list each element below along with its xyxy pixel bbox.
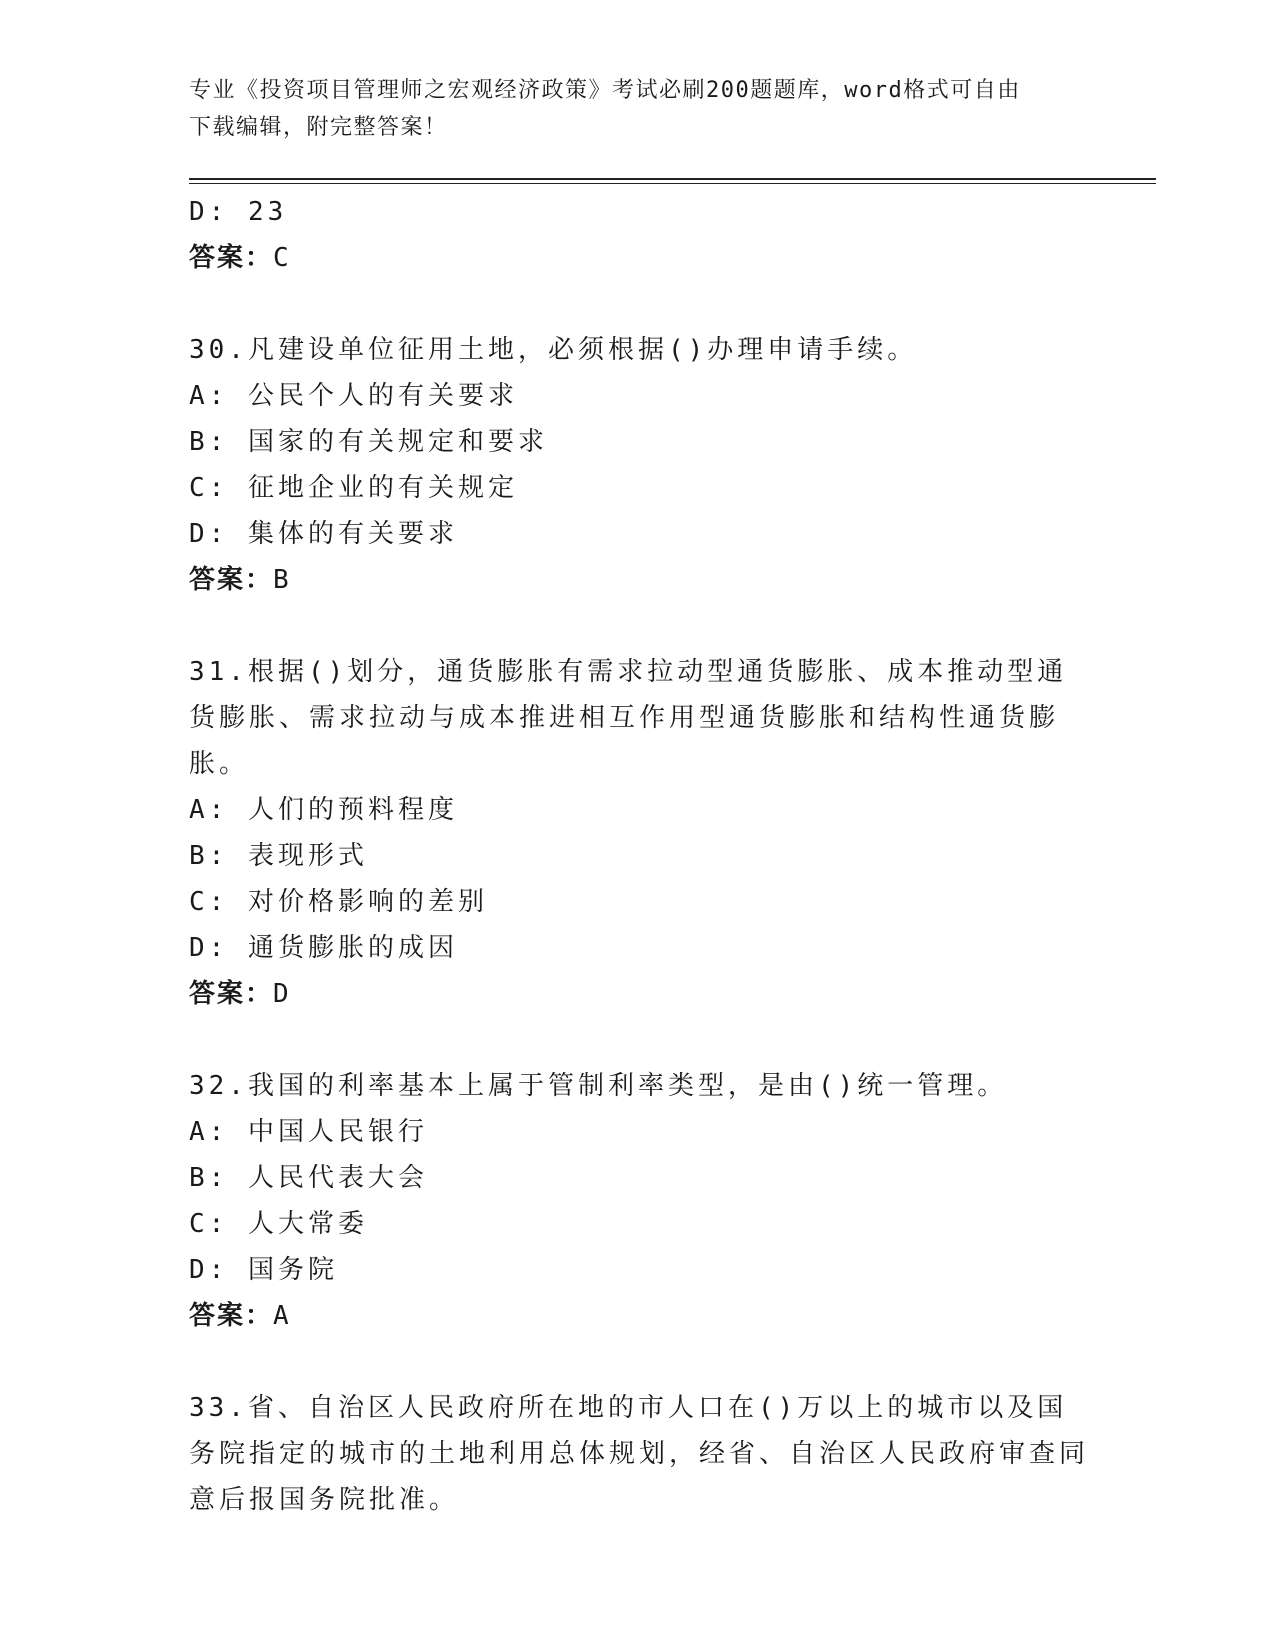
option-d: D: 通货膨胀的成因: [189, 933, 458, 963]
option-d: D: 23: [189, 197, 288, 227]
question-text: 31.根据()划分，通货膨胀有需求拉动型通货膨胀、成本推动型通货膨胀、需求拉动与成本推进相互作用型通货膨胀和结构性通货膨胀。: [189, 657, 1068, 779]
question-31: [189, 649, 1089, 1017]
option-c: C: 对价格影响的差别: [189, 887, 488, 917]
answer-value: C: [273, 243, 291, 273]
answer-value: B: [273, 565, 291, 595]
answer-line: [189, 971, 1089, 1017]
option-d: D: 集体的有关要求: [189, 519, 458, 549]
question-32: [189, 1063, 1089, 1339]
answer-value: A: [273, 1301, 291, 1331]
question-30: [189, 327, 1089, 603]
answer-label: 答案：: [189, 565, 274, 595]
option-c: C: 征地企业的有关规定: [189, 473, 518, 503]
question-text: 30.凡建设单位征用土地，必须根据()办理申请手续。: [189, 335, 918, 365]
option-a: A: 中国人民银行: [189, 1117, 428, 1147]
question-33: [189, 1385, 1089, 1523]
answer-label: 答案：: [189, 1301, 274, 1331]
answer-line: [189, 557, 1089, 603]
option-c: C: 人大常委: [189, 1209, 368, 1239]
option-a: A: 公民个人的有关要求: [189, 381, 518, 411]
header-rule-thin: [189, 183, 1156, 184]
carry-over-block: [189, 189, 1089, 281]
answer-label: 答案：: [189, 979, 274, 1009]
answer-line: [189, 1293, 1089, 1339]
header-line-2: 下载编辑，附完整答案！: [189, 115, 448, 140]
option-b: B: 人民代表大会: [189, 1163, 428, 1193]
page-header: [189, 72, 1089, 146]
option-d: D: 国务院: [189, 1255, 338, 1285]
option-b: B: 表现形式: [189, 841, 368, 871]
question-text: 32.我国的利率基本上属于管制利率类型，是由()统一管理。: [189, 1071, 1008, 1101]
option-a: A: 人们的预料程度: [189, 795, 458, 825]
header-line-1: 专业《投资项目管理师之宏观经济政策》考试必刷200题题库，word格式可自由: [189, 78, 1021, 103]
answer-label: 答案：: [189, 243, 274, 273]
header-rule-thick: [189, 178, 1156, 180]
answer-line: [189, 235, 1089, 281]
question-text: 33.省、自治区人民政府所在地的市人口在()万以上的城市以及国务院指定的城市的土地利用总体规划，经省、自治区人民政府审查同意后报国务院批准。: [189, 1393, 1090, 1515]
question-list: [189, 189, 1089, 1523]
option-b: B: 国家的有关规定和要求: [189, 427, 548, 457]
answer-value: D: [273, 979, 291, 1009]
